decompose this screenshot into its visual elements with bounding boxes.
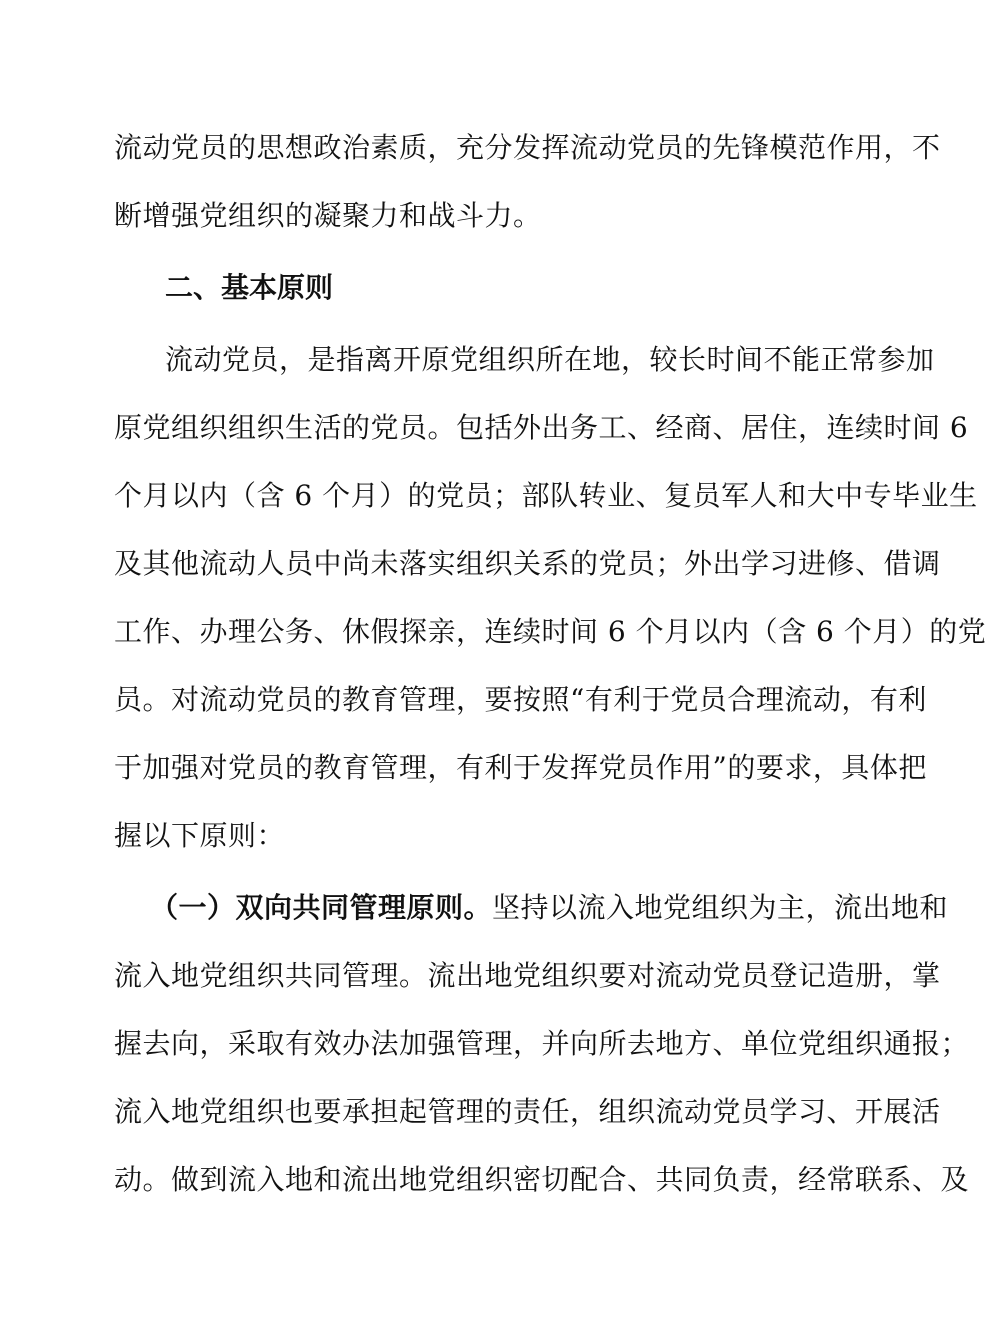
paragraph2-line-8: 握以下原则： bbox=[114, 819, 286, 852]
paragraph1-line-2: 断增强党组织的凝聚力和战斗力。 bbox=[114, 199, 542, 232]
paragraph1-line-1: 流动党员的思想政治素质，充分发挥流动党员的先锋模范作用，不 bbox=[114, 131, 941, 164]
paragraph2-line-7: 于加强对党员的教育管理，有利于发挥党员作用”的要求，具体把 bbox=[114, 751, 927, 784]
paragraph2-line-2: 原党组织组织生活的党员。包括外出务工、经商、居住，连续时间 6 bbox=[114, 411, 969, 444]
paragraph2-line-5: 工作、办理公务、休假探亲，连续时间 6 个月以内（含 6 个月）的党 bbox=[114, 615, 986, 648]
paragraph3-line-2: 流入地党组织共同管理。流出地党组织要对流动党员登记造册，掌 bbox=[114, 959, 941, 992]
section-heading: 二、基本原则 bbox=[165, 271, 334, 304]
paragraph3-line-4: 流入地党组织也要承担起管理的责任，组织流动党员学习、开展活 bbox=[114, 1095, 941, 1128]
principle-1-text: 坚持以流入地党组织为主，流出地和 bbox=[492, 891, 949, 924]
paragraph2-line-3: 个月以内（含 6 个月）的党员；部队转业、复员军人和大中专毕业生 bbox=[114, 479, 978, 512]
paragraph3-line-3: 握去向，采取有效办法加强管理，并向所去地方、单位党组织通报； bbox=[114, 1027, 970, 1060]
paragraph2-line-6: 员。对流动党员的教育管理，要按照“有利于党员合理流动，有利 bbox=[114, 683, 927, 716]
principle-1-title: （一）双向共同管理原则。 bbox=[150, 891, 493, 924]
paragraph3-line-1 bbox=[150, 884, 949, 932]
paragraph3-line-5: 动。做到流入地和流出地党组织密切配合、共同负责，经常联系、及 bbox=[114, 1163, 970, 1196]
paragraph2-line-1: 流动党员，是指离开原党组织所在地，较长时间不能正常参加 bbox=[165, 343, 935, 376]
paragraph2-line-4: 及其他流动人员中尚未落实组织关系的党员；外出学习进修、借调 bbox=[114, 547, 941, 580]
